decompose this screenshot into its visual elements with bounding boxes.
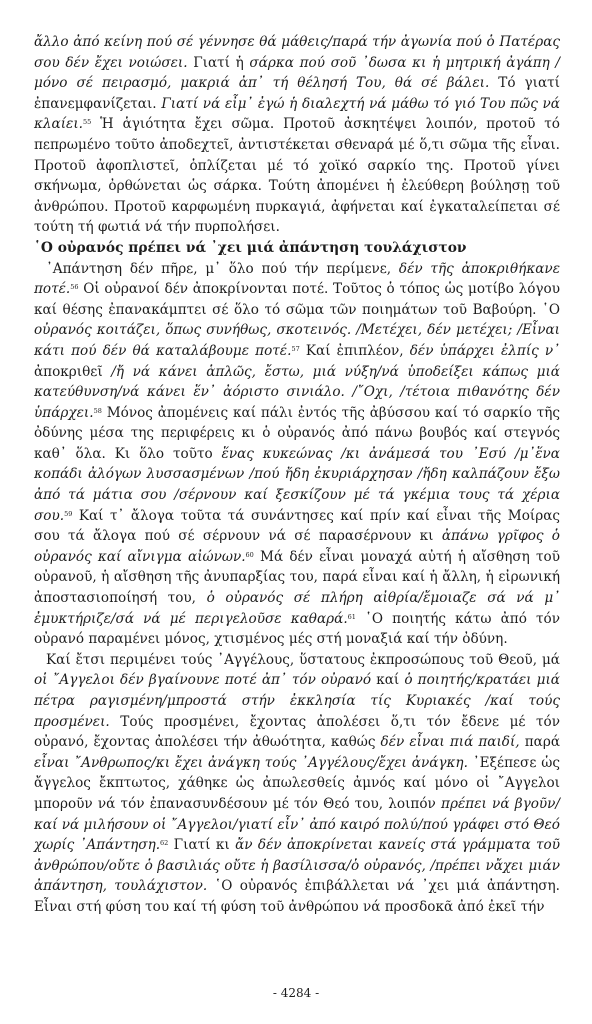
- body-text: Γιατί κι: [168, 837, 236, 854]
- footnote-marker: 55: [83, 118, 92, 127]
- body-text: Τό γιατί ἐπανεμφανίζεται.: [34, 75, 560, 112]
- body-text: Μά δέν εἶναι μοναχά αὐτή ἡ αἴσθηση τοῦ οὐρανοῦ, ἡ αἴσθηση τῆς ἀνυπαρξίας του, παρά εἶναι καί ἡ ἄλλη, ἡ εἰρωνική ἀποστασιοποίησή του,: [34, 548, 560, 607]
- body-text: Γιατί ἡ: [187, 54, 250, 71]
- body-text: ᾿Απάντηση δέν πῆρε, μ᾿ ὅλο πού τήν περίμενε,: [46, 260, 399, 277]
- quoted-verse: Γιατί νά εἶμ᾿ ἐγώ ἡ διαλεχτή νά μάθω τό γιό Του πῶς νά κλαίει.: [34, 95, 560, 133]
- body-text: Καί ἔτσι περιμένει τούς ᾿Αγγέλους, ὕστατους ἐκπροσώπους τοῦ Θεοῦ, μά: [46, 651, 560, 668]
- footnote-marker: 58: [93, 406, 102, 415]
- paragraph-1: [34, 32, 560, 238]
- paragraph-2: [34, 259, 560, 650]
- quoted-verse: πρέπει νά βγοῦν/καί νά μιλήσουν οἱ ῎Αγγελοι/γιατί εἶν᾿ ἀπό καιρό πολύ/πού γράφει στό Θεό χωρίς ᾿Απάντηση.: [34, 795, 561, 854]
- quoted-verse: ὁ ποιητής/κρατάει μιά πέτρα ραγισμένη/μπροστά στήν ἐκκλησία τίς Κυριακές /καί τούς προσμένει.: [34, 672, 560, 730]
- quoted-verse: οἱ ῎Αγγελοι δέν βγαίνουνε ποτέ ἀπ᾿ τόν οὐρανό: [34, 672, 372, 689]
- quoted-verse: δέν εἶναι πιά παιδί,: [380, 734, 520, 751]
- body-text: ῾Ο ποιητής κάτω ἀπό τόν οὐρανό παραμένει μόνος, χτισμένος μές στή μοναξιά καί τήν ὀδύνη.: [34, 610, 560, 648]
- footnote-marker: 59: [64, 509, 73, 518]
- quoted-verse: οὐρανός κοιτάζει, ὅπως συνήθως, σκοτεινός. /Μετέχει, δέν μετέχει; /Εἶναι κάτι πού δέν θά καταλάβουμε ποτέ.: [34, 322, 560, 359]
- quoted-verse: ἕνας κυκεώνας /κι ἀνάμεσά του ᾿Εσύ /μ᾿ἕνα κοπάδι ἀλόγων λυσσασμένων /πού ἤδη ἐκυριάρχησαν /ἤδη καλπάζουν ἔξω ἀπό τά μάτια σου /σέρνουν καί ξεσκίζουν μέ τά γκέμια τους τά χέρια σου.: [34, 445, 560, 524]
- footnote-marker: 61: [347, 612, 356, 621]
- footnote-marker: 60: [245, 550, 254, 559]
- page-number: - 4284 -: [272, 986, 320, 1000]
- quoted-verse: ἄλλο ἀπό κείνη πού σέ γέννησε θά μάθεις/παρά τήν ἀγωνία πού ὁ Πατέρας σου δέν ἔχει νοιώσει.: [34, 34, 560, 71]
- footnote-marker: 56: [70, 283, 79, 292]
- paragraph-3: [34, 650, 560, 918]
- quoted-verse: δέν τῆς ἀποκριθήκανε ποτέ.: [34, 260, 560, 298]
- body-text: Ἡ ἁγιότητα ἔχει σῶμα. Προτοῦ ἀσκητέψει λοιπόν, προτοῦ τό πεπρωμένο τοῦτο ἀποδεχτεῖ, ἀντιστέκεται σθεναρά μέ ὅ,τι σῶμα τῆς εἶναι. Προτοῦ ἀφοπλιστεῖ, ὁπλίζεται μέ τό χοϊκό σαρκίο της. Προτοῦ γίνει σκήνωμα, ὀρθώνεται ὡς σάρκα. Τούτη ἀπομένει ἡ ἐλεύθερη βούλησῃ τοῦ ἀνθρώπου. Προτοῦ καρφωμένη πυρκαγιά, ἀφήνεται καί ἐγκαταλείπεται σέ τούτη τή φωτιά νά τήν πυρπολήσει.: [34, 116, 560, 236]
- quoted-verse: /ἤ νά κάνει ἁπλῶς, ἔστω, μιά νύξη/νά ὑποδείξει κάπως μιά κατεύθυνση/νά κάνει ἕν᾿ ἀόριστο σινιάλο. /῎Οχι, /τέτοια πιθανότης δέν ὑπάρχει.: [34, 363, 560, 421]
- quoted-verse: ἀπάνω γρῖφος ὁ οὐρανός καί αἴνιγμα αἰώνων.: [34, 528, 560, 565]
- body-text: παρά: [519, 734, 561, 751]
- body-text: καί: [371, 672, 405, 689]
- quoted-verse: ἄν δέν ἀποκρίνεται κανείς στά γράμματα τοῦ ἀνθρώπου/οὔτε ὁ βασιλιάς οὔτε ἡ βασίλισσα/ὁ οὐρανός, /πρέπει νἄχει μιάν ἀπάντηση, τουλάχιστον.: [34, 837, 560, 895]
- footnote-marker: 57: [291, 344, 300, 353]
- body-text: Καί τ᾿ ἄλογα τοῦτα τά συνάντησες καί πρίν καί εἶναι τῆς Μοίρας σου τά ἄλογα πού σέ σέρνουν νά σέ παρασέρνουν κι: [34, 507, 560, 545]
- body-text: Καί ἐπιπλέον,: [299, 342, 410, 359]
- footnote-marker: 62: [160, 839, 169, 848]
- quoted-verse: ὁ οὐρανός σέ πλήρη αἰθρία/ἔμοιαζε σά νά μ᾿ ἐμυκτήριζε/σά νά μέ περιγελοῦσε καθαρά.: [34, 590, 560, 627]
- body-text: ᾿Εξέπεσε ὡς ἄγγελος ἔκπτωτος, χάθηκε ὡς ἀπωλεσθείς ἀμνός καί μόνο οἱ ῎Αγγελοι μποροῦν νά τόν ἐπανασυνδέσουν μέ τόν Θεό του, λοιπόν: [34, 754, 561, 812]
- body-text: Οἱ οὐρανοί δέν ἀποκρίνονται ποτέ. Τοῦτος ὁ τόπος ὡς μοτίβο λόγου καί θέσης ἐπανακάμπτει σέ ὅλο τό σῶμα τῶν ποιημάτων τοῦ Βαβούρη. ῾Ο: [34, 281, 560, 318]
- quoted-verse: σάρκα πού σοῦ ᾿δωσα κι ἡ μητρική ἀγάπη /μόνο σέ πειρασμό, μακριά ἀπ᾿ τή θέλησή Του, θά σέ βάλει.: [34, 54, 560, 92]
- body-text: Τούς προσμένει, ἔχοντας ἀπολέσει ὅ,τι τόν ἔδενε μέ τόν οὐρανό, ἔχοντας ἀπολέσει τήν ἀθωότητα, καθώς: [34, 713, 560, 751]
- document-page: [34, 32, 560, 918]
- body-text: ῾Ο οὐρανός ἐπιβάλλεται νά ᾿χει μιά ἀπάντηση. Εἶναι στή φύση του καί τή φύση τοῦ ἀνθρώπου νά προσδοκᾶ ἀπό ἐκεῖ τήν: [34, 878, 560, 915]
- quoted-verse: εἶναι ῎Ανθρωπος/κι ἔχει ἀνάγκη τούς ᾿Αγγέλους/ἔχει ἀνάγκη.: [34, 754, 468, 771]
- quoted-verse: δέν ὑπάρχει ἐλπίς ν᾿: [409, 342, 560, 359]
- body-text: ἀποκριθεῖ: [34, 363, 112, 380]
- body-text: Μόνος ἀπομένεις καί πάλι ἐντός τῆς ἀβύσσου καί τό σαρκίο τῆς ὀδύνης μέσα της περιφέρεις κι ὁ οὐρανός ἀπό πάνω βουβός καί στεγνός καθ᾿ ὅλα. Κι ὅλο τοῦτο: [34, 404, 560, 462]
- section-heading: ῾Ο οὐρανός πρέπει νά ᾿χει μιά ἀπάντηση τουλάχιστον: [34, 239, 467, 256]
